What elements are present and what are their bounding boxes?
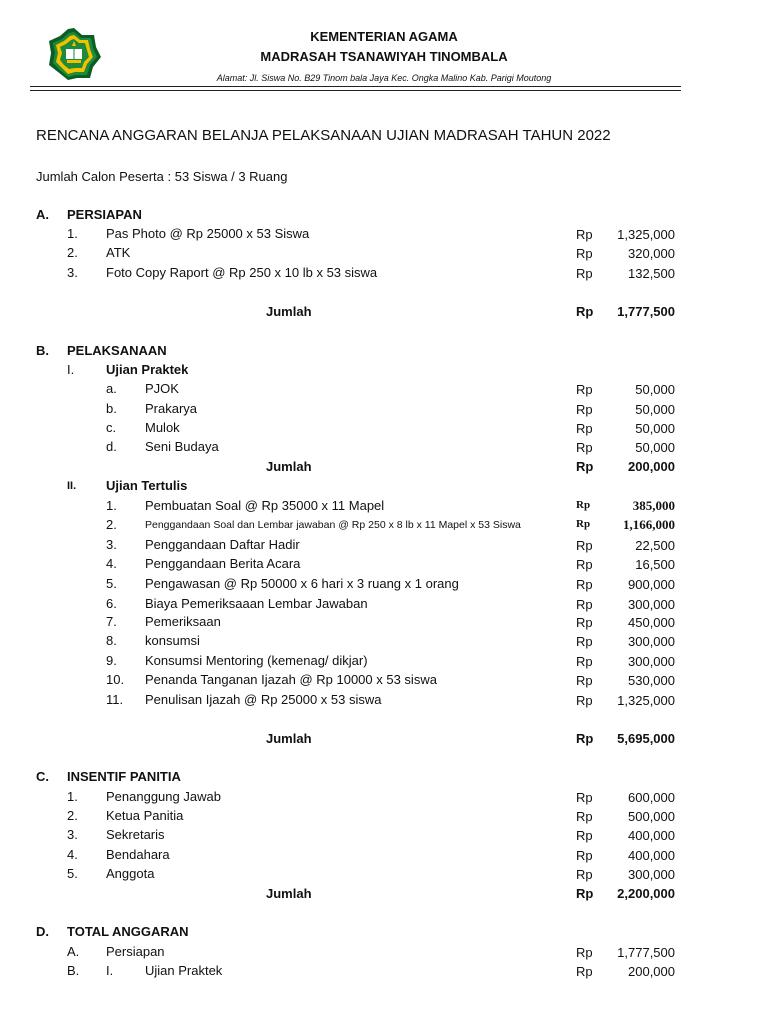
currency-label: Rp [576, 886, 594, 901]
item-number: 4. [106, 556, 117, 571]
subsection-title: Ujian Tertulis [106, 478, 188, 493]
letterhead-rule-thick [30, 86, 681, 87]
item-description: Konsumsi Mentoring (kemenag/ dikjar) [145, 653, 368, 668]
item-description: PJOK [145, 381, 179, 396]
subtotal-label: Jumlah [266, 731, 312, 746]
subtotal-amount: 5,695,000 [617, 731, 675, 746]
item-amount: 300,000 [628, 597, 675, 612]
item-number: 1. [106, 498, 117, 513]
participant-count: Jumlah Calon Peserta : 53 Siswa / 3 Ruang [36, 169, 288, 184]
section-title: PERSIAPAN [67, 207, 142, 222]
item-description: konsumsi [145, 633, 200, 648]
item-description: Penulisan Ijazah @ Rp 25000 x 53 siswa [145, 692, 382, 707]
item-description: Penggandaan Berita Acara [145, 556, 301, 571]
currency-label: Rp [576, 227, 593, 242]
item-number: 2. [67, 808, 78, 823]
item-number: 1. [67, 789, 78, 804]
item-number: 1. [67, 226, 78, 241]
subtotal-label: Jumlah [266, 459, 312, 474]
subsection-number: I. [106, 963, 114, 978]
item-number: 3. [106, 537, 117, 552]
item-description: Pengawasan @ Rp 50000 x 6 hari x 3 ruang x 1 orang [145, 576, 459, 591]
item-description: ATK [106, 245, 131, 260]
currency-label: Rp [576, 577, 593, 592]
item-description: Penanggung Jawab [106, 789, 221, 804]
item-number: 5. [67, 866, 78, 881]
currency-label: Rp [576, 266, 593, 281]
item-description: Penggandaan Soal dan Lembar jawaban @ Rp 250 x 8 lb x 11 Mapel x 53 Siswa [145, 519, 521, 531]
item-amount: 22,500 [635, 538, 675, 553]
item-amount: 132,500 [628, 266, 675, 281]
section-title: INSENTIF PANITIA [67, 769, 181, 784]
currency-label: Rp [576, 848, 593, 863]
currency-label: Rp [576, 518, 591, 530]
currency-label: Rp [576, 654, 593, 669]
item-number: 3. [67, 265, 78, 280]
item-number: 6. [106, 596, 117, 611]
currency-label: Rp [576, 964, 593, 979]
item-amount: 1,325,000 [617, 227, 675, 242]
item-description: Pemeriksaan [145, 614, 221, 629]
section-title: TOTAL ANGGARAN [67, 924, 189, 939]
item-description: Pembuatan Soal @ Rp 35000 x 11 Mapel [145, 498, 385, 513]
currency-label: Rp [576, 382, 593, 397]
document-title: RENCANA ANGGARAN BELANJA PELAKSANAAN UJIAN MADRASAH TAHUN 2022 [36, 127, 611, 144]
currency-label: Rp [576, 557, 593, 572]
item-number: 4. [67, 847, 78, 862]
item-description: Persiapan [106, 944, 165, 959]
currency-label: Rp [576, 634, 593, 649]
item-number: B. [67, 963, 80, 978]
subtotal-amount: 1,777,500 [617, 304, 675, 319]
item-amount: 400,000 [628, 848, 675, 863]
item-description: Biaya Pemeriksaaan Lembar Jawaban [145, 596, 368, 611]
currency-label: Rp [576, 538, 593, 553]
ministry-name: KEMENTERIAN AGAMA [310, 29, 458, 44]
section-letter: A. [36, 207, 49, 222]
item-description: Pas Photo @ Rp 25000 x 53 Siswa [106, 226, 310, 241]
item-number: d. [106, 439, 117, 454]
item-number: 2. [67, 245, 78, 260]
currency-label: Rp [576, 421, 593, 436]
item-description: Anggota [106, 866, 155, 881]
subsection-title: Ujian Praktek [106, 362, 189, 377]
item-number: 11. [106, 692, 124, 707]
item-amount: 530,000 [628, 673, 675, 688]
item-number: 7. [106, 614, 117, 629]
item-description: Foto Copy Raport @ Rp 250 x 10 lb x 53 siswa [106, 265, 378, 280]
currency-label: Rp [576, 673, 593, 688]
item-description: Sekretaris [106, 827, 165, 842]
section-letter: D. [36, 924, 49, 939]
currency-label: Rp [576, 246, 593, 261]
item-number: A. [67, 944, 80, 959]
subtotal-amount: 2,200,000 [617, 886, 675, 901]
item-number: c. [106, 420, 117, 435]
item-amount: 1,325,000 [617, 693, 675, 708]
currency-label: Rp [576, 615, 593, 630]
currency-label: Rp [576, 790, 593, 805]
currency-label: Rp [576, 304, 594, 319]
currency-label: Rp [576, 809, 593, 824]
section-title: PELAKSANAAN [67, 343, 167, 358]
item-amount: 300,000 [628, 654, 675, 669]
currency-label: Rp [576, 459, 594, 474]
item-description: Ujian Praktek [145, 963, 223, 978]
subsection-number: II. [67, 480, 77, 492]
item-number: 2. [106, 517, 117, 532]
currency-label: Rp [576, 731, 594, 746]
item-amount: 50,000 [635, 440, 675, 455]
item-description: Penanda Tanganan Ijazah @ Rp 10000 x 53 siswa [145, 672, 437, 687]
item-amount: 400,000 [628, 828, 675, 843]
subtotal-amount: 200,000 [628, 459, 675, 474]
item-amount: 200,000 [628, 964, 675, 979]
school-address: Alamat: Jl. Siswa No. B29 Tinom bala Jaya Kec. Ongka Malino Kab. Parigi Moutong [216, 73, 552, 83]
item-amount: 1,166,000 [623, 517, 675, 532]
currency-label: Rp [576, 945, 593, 960]
item-amount: 50,000 [635, 421, 675, 436]
currency-label: Rp [576, 597, 593, 612]
item-amount: 320,000 [628, 246, 675, 261]
item-number: 9. [106, 653, 117, 668]
item-description: Ketua Panitia [106, 808, 184, 823]
item-amount: 300,000 [628, 634, 675, 649]
currency-label: Rp [576, 828, 593, 843]
item-number: 3. [67, 827, 78, 842]
item-description: Bendahara [106, 847, 170, 862]
item-amount: 50,000 [635, 402, 675, 417]
item-number: 8. [106, 633, 117, 648]
item-amount: 16,500 [635, 557, 675, 572]
currency-label: Rp [576, 693, 593, 708]
letterhead-rule-thin [30, 90, 681, 91]
item-description: Prakarya [145, 401, 198, 416]
item-amount: 900,000 [628, 577, 675, 592]
currency-label: Rp [576, 499, 591, 511]
item-number: 5. [106, 576, 117, 591]
item-amount: 385,000 [632, 498, 675, 513]
item-description: Mulok [145, 420, 180, 435]
subtotal-label: Jumlah [266, 304, 312, 319]
section-letter: B. [36, 343, 49, 358]
item-amount: 600,000 [628, 790, 675, 805]
subtotal-label: Jumlah [266, 886, 312, 901]
item-amount: 50,000 [635, 382, 675, 397]
currency-label: Rp [576, 867, 593, 882]
item-description: Penggandaan Daftar Hadir [145, 537, 300, 552]
item-number: b. [106, 401, 117, 416]
item-number: a. [106, 381, 117, 396]
currency-label: Rp [576, 440, 593, 455]
item-number: 10. [106, 672, 125, 687]
item-amount: 1,777,500 [617, 945, 675, 960]
item-amount: 300,000 [628, 867, 675, 882]
currency-label: Rp [576, 402, 593, 417]
section-letter: C. [36, 769, 49, 784]
item-amount: 500,000 [628, 809, 675, 824]
school-name: MADRASAH TSANAWIYAH TINOMBALA [260, 49, 508, 64]
subsection-number: I. [67, 362, 75, 377]
item-amount: 450,000 [628, 615, 675, 630]
item-description: Seni Budaya [145, 439, 219, 454]
